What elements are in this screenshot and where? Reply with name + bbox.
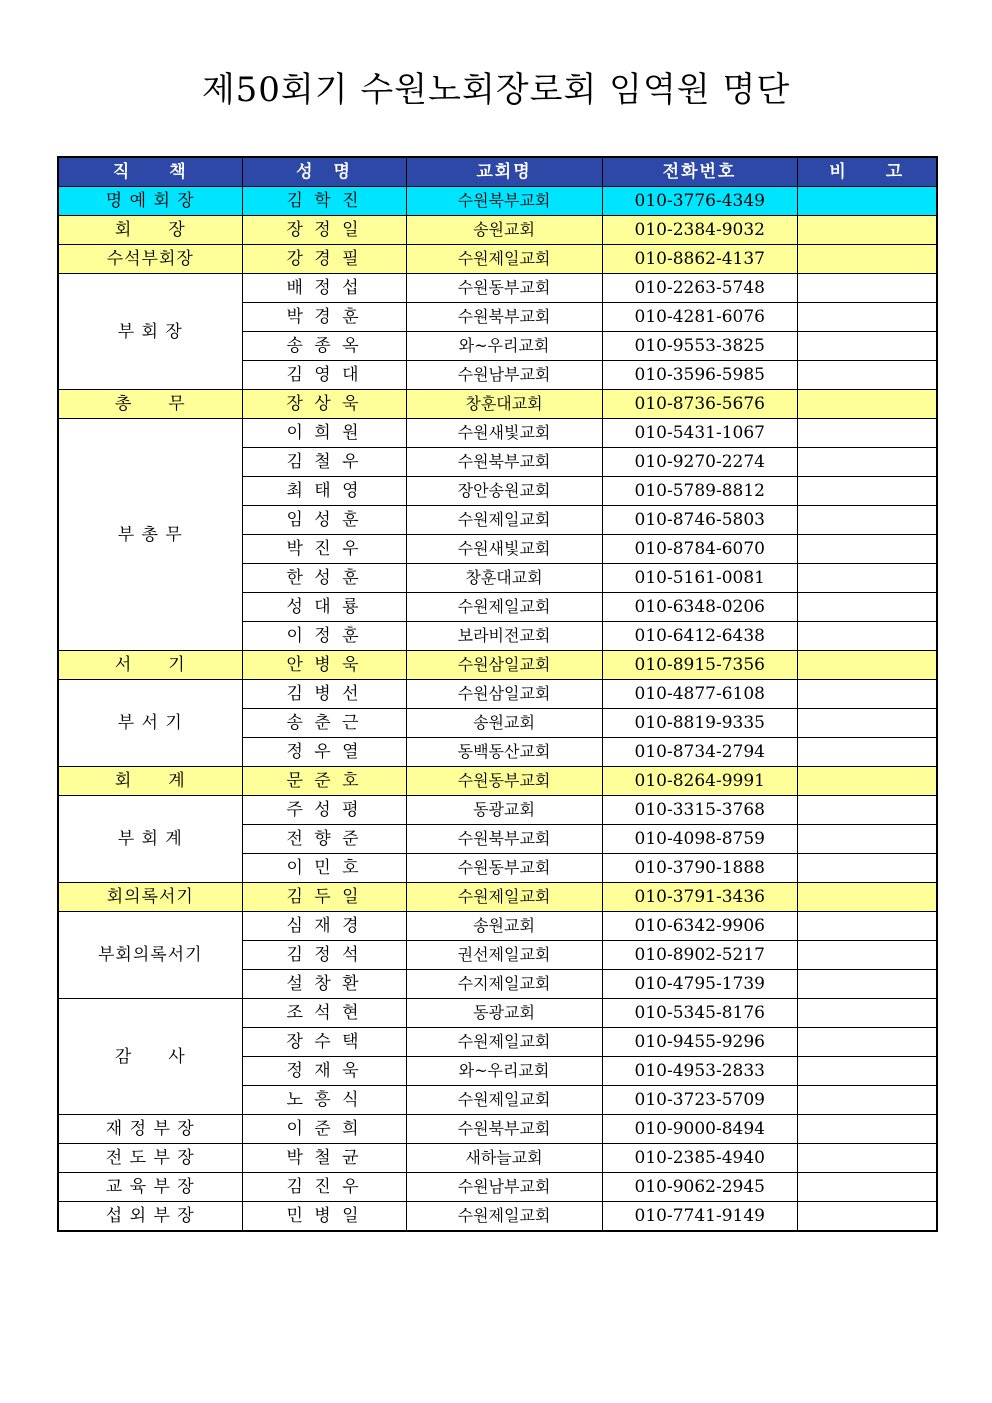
name-cell: 김 정 석	[242, 941, 406, 970]
header-phone: 전화번호	[602, 157, 797, 187]
note-cell	[797, 216, 937, 245]
church-cell: 송원교회	[406, 912, 602, 941]
phone-cell: 010-3596-5985	[602, 361, 797, 390]
church-cell: 새하늘교회	[406, 1144, 602, 1173]
header-note: 비 고	[797, 157, 937, 187]
table-row	[58, 767, 937, 796]
header-church: 교회명	[406, 157, 602, 187]
table-row	[58, 796, 937, 825]
name-cell: 이 민 호	[242, 854, 406, 883]
table-row	[58, 1115, 937, 1144]
table-row	[58, 1144, 937, 1173]
name-cell: 송 종 옥	[242, 332, 406, 361]
phone-cell: 010-8819-9335	[602, 709, 797, 738]
note-cell	[797, 767, 937, 796]
table-row	[58, 1173, 937, 1202]
phone-cell: 010-8734-2794	[602, 738, 797, 767]
church-cell: 동광교회	[406, 999, 602, 1028]
position-cell: 감 사	[58, 999, 242, 1115]
note-cell	[797, 941, 937, 970]
name-cell: 박 철 균	[242, 1144, 406, 1173]
phone-cell: 010-4281-6076	[602, 303, 797, 332]
phone-cell: 010-2385-4940	[602, 1144, 797, 1173]
note-cell	[797, 187, 937, 216]
note-cell	[797, 477, 937, 506]
name-cell: 김 두 일	[242, 883, 406, 912]
phone-cell: 010-3315-3768	[602, 796, 797, 825]
note-cell	[797, 680, 937, 709]
phone-cell: 010-2384-9032	[602, 216, 797, 245]
note-cell	[797, 651, 937, 680]
church-cell: 수원남부교회	[406, 1173, 602, 1202]
note-cell	[797, 1086, 937, 1115]
church-cell: 수원남부교회	[406, 361, 602, 390]
name-cell: 최 태 영	[242, 477, 406, 506]
note-cell	[797, 854, 937, 883]
note-cell	[797, 274, 937, 303]
table-row	[58, 419, 937, 448]
phone-cell: 010-4877-6108	[602, 680, 797, 709]
phone-cell: 010-4953-2833	[602, 1057, 797, 1086]
name-cell: 박 경 훈	[242, 303, 406, 332]
name-cell: 성 대 룡	[242, 593, 406, 622]
officer-roster-table	[57, 156, 938, 1232]
church-cell: 수원제일교회	[406, 1086, 602, 1115]
church-cell: 와~우리교회	[406, 1057, 602, 1086]
church-cell: 수원북부교회	[406, 187, 602, 216]
name-cell: 이 정 훈	[242, 622, 406, 651]
note-cell	[797, 1202, 937, 1232]
note-cell	[797, 1057, 937, 1086]
note-cell	[797, 303, 937, 332]
position-cell: 부 서 기	[58, 680, 242, 767]
phone-cell: 010-3776-4349	[602, 187, 797, 216]
position-cell: 부 총 무	[58, 419, 242, 651]
position-cell: 서 기	[58, 651, 242, 680]
note-cell	[797, 883, 937, 912]
table-row	[58, 274, 937, 303]
phone-cell: 010-6342-9906	[602, 912, 797, 941]
church-cell: 권선제일교회	[406, 941, 602, 970]
position-cell: 전 도 부 장	[58, 1144, 242, 1173]
name-cell: 심 재 경	[242, 912, 406, 941]
table-row	[58, 245, 937, 274]
phone-cell: 010-8902-5217	[602, 941, 797, 970]
phone-cell: 010-9553-3825	[602, 332, 797, 361]
note-cell	[797, 390, 937, 419]
phone-cell: 010-5161-0081	[602, 564, 797, 593]
phone-cell: 010-8736-5676	[602, 390, 797, 419]
phone-cell: 010-8784-6070	[602, 535, 797, 564]
note-cell	[797, 448, 937, 477]
note-cell	[797, 245, 937, 274]
table-row	[58, 216, 937, 245]
phone-cell: 010-3790-1888	[602, 854, 797, 883]
church-cell: 수원삼일교회	[406, 680, 602, 709]
name-cell: 장 수 택	[242, 1028, 406, 1057]
note-cell	[797, 999, 937, 1028]
name-cell: 임 성 훈	[242, 506, 406, 535]
phone-cell: 010-8915-7356	[602, 651, 797, 680]
name-cell: 김 철 우	[242, 448, 406, 477]
note-cell	[797, 332, 937, 361]
church-cell: 수원북부교회	[406, 303, 602, 332]
church-cell: 송원교회	[406, 709, 602, 738]
note-cell	[797, 709, 937, 738]
name-cell: 송 춘 근	[242, 709, 406, 738]
church-cell: 와~우리교회	[406, 332, 602, 361]
note-cell	[797, 361, 937, 390]
table-row	[58, 187, 937, 216]
phone-cell: 010-9270-2274	[602, 448, 797, 477]
position-cell: 명 예 회 장	[58, 187, 242, 216]
table-row	[58, 1202, 937, 1232]
position-cell: 회 장	[58, 216, 242, 245]
note-cell	[797, 506, 937, 535]
note-cell	[797, 796, 937, 825]
name-cell: 강 경 필	[242, 245, 406, 274]
church-cell: 송원교회	[406, 216, 602, 245]
name-cell: 한 성 훈	[242, 564, 406, 593]
church-cell: 수원북부교회	[406, 825, 602, 854]
church-cell: 보라비전교회	[406, 622, 602, 651]
church-cell: 수원새빛교회	[406, 419, 602, 448]
position-cell: 부회의록서기	[58, 912, 242, 999]
phone-cell: 010-9062-2945	[602, 1173, 797, 1202]
page-title: 제50회기 수원노회장로회 임역원 명단	[201, 70, 791, 110]
phone-cell: 010-7741-9149	[602, 1202, 797, 1232]
position-cell: 교 육 부 장	[58, 1173, 242, 1202]
position-cell: 섭 외 부 장	[58, 1202, 242, 1232]
church-cell: 수원새빛교회	[406, 535, 602, 564]
name-cell: 배 정 섭	[242, 274, 406, 303]
name-cell: 설 창 환	[242, 970, 406, 999]
name-cell: 장 상 욱	[242, 390, 406, 419]
church-cell: 수원제일교회	[406, 506, 602, 535]
church-cell: 동광교회	[406, 796, 602, 825]
header-position: 직 책	[58, 157, 242, 187]
church-cell: 수원제일교회	[406, 593, 602, 622]
name-cell: 안 병 욱	[242, 651, 406, 680]
phone-cell: 010-8264-9991	[602, 767, 797, 796]
table-row	[58, 912, 937, 941]
table-row	[58, 883, 937, 912]
church-cell: 장안송원교회	[406, 477, 602, 506]
church-cell: 수원동부교회	[406, 854, 602, 883]
note-cell	[797, 1144, 937, 1173]
church-cell: 수원동부교회	[406, 767, 602, 796]
note-cell	[797, 419, 937, 448]
phone-cell: 010-5345-8176	[602, 999, 797, 1028]
phone-cell: 010-6348-0206	[602, 593, 797, 622]
note-cell	[797, 622, 937, 651]
position-cell: 총 무	[58, 390, 242, 419]
header-name: 성 명	[242, 157, 406, 187]
name-cell: 문 준 호	[242, 767, 406, 796]
table-row	[58, 680, 937, 709]
note-cell	[797, 1115, 937, 1144]
position-cell: 수석부회장	[58, 245, 242, 274]
name-cell: 정 우 열	[242, 738, 406, 767]
church-cell: 동백동산교회	[406, 738, 602, 767]
position-cell: 회 계	[58, 767, 242, 796]
note-cell	[797, 535, 937, 564]
phone-cell: 010-4795-1739	[602, 970, 797, 999]
note-cell	[797, 912, 937, 941]
church-cell: 수원삼일교회	[406, 651, 602, 680]
position-cell: 회의록서기	[58, 883, 242, 912]
church-cell: 수원제일교회	[406, 883, 602, 912]
position-cell: 부 회 장	[58, 274, 242, 390]
phone-cell: 010-5431-1067	[602, 419, 797, 448]
phone-cell: 010-4098-8759	[602, 825, 797, 854]
note-cell	[797, 564, 937, 593]
position-cell: 재 정 부 장	[58, 1115, 242, 1144]
name-cell: 정 재 욱	[242, 1057, 406, 1086]
church-cell: 수원동부교회	[406, 274, 602, 303]
name-cell: 박 진 우	[242, 535, 406, 564]
name-cell: 김 병 선	[242, 680, 406, 709]
name-cell: 장 정 일	[242, 216, 406, 245]
position-cell: 부 회 계	[58, 796, 242, 883]
note-cell	[797, 825, 937, 854]
name-cell: 김 진 우	[242, 1173, 406, 1202]
table-row	[58, 999, 937, 1028]
phone-cell: 010-2263-5748	[602, 274, 797, 303]
church-cell: 창훈대교회	[406, 390, 602, 419]
phone-cell: 010-8746-5803	[602, 506, 797, 535]
church-cell: 수원제일교회	[406, 1028, 602, 1057]
church-cell: 수지제일교회	[406, 970, 602, 999]
name-cell: 김 학 진	[242, 187, 406, 216]
name-cell: 주 성 평	[242, 796, 406, 825]
church-cell: 수원제일교회	[406, 245, 602, 274]
phone-cell: 010-9455-9296	[602, 1028, 797, 1057]
name-cell: 이 희 원	[242, 419, 406, 448]
church-cell: 수원북부교회	[406, 448, 602, 477]
church-cell: 창훈대교회	[406, 564, 602, 593]
church-cell: 수원제일교회	[406, 1202, 602, 1232]
note-cell	[797, 1173, 937, 1202]
table-row	[58, 390, 937, 419]
phone-cell: 010-6412-6438	[602, 622, 797, 651]
note-cell	[797, 970, 937, 999]
name-cell: 민 병 일	[242, 1202, 406, 1232]
table-header-row	[58, 157, 937, 187]
church-cell: 수원북부교회	[406, 1115, 602, 1144]
note-cell	[797, 593, 937, 622]
name-cell: 김 영 대	[242, 361, 406, 390]
note-cell	[797, 1028, 937, 1057]
name-cell: 노 흥 식	[242, 1086, 406, 1115]
phone-cell: 010-8862-4137	[602, 245, 797, 274]
roster-body	[58, 187, 937, 1232]
note-cell	[797, 738, 937, 767]
name-cell: 전 향 준	[242, 825, 406, 854]
phone-cell: 010-3791-3436	[602, 883, 797, 912]
name-cell: 조 석 현	[242, 999, 406, 1028]
phone-cell: 010-5789-8812	[602, 477, 797, 506]
table-row	[58, 651, 937, 680]
phone-cell: 010-9000-8494	[602, 1115, 797, 1144]
name-cell: 이 준 희	[242, 1115, 406, 1144]
phone-cell: 010-3723-5709	[602, 1086, 797, 1115]
